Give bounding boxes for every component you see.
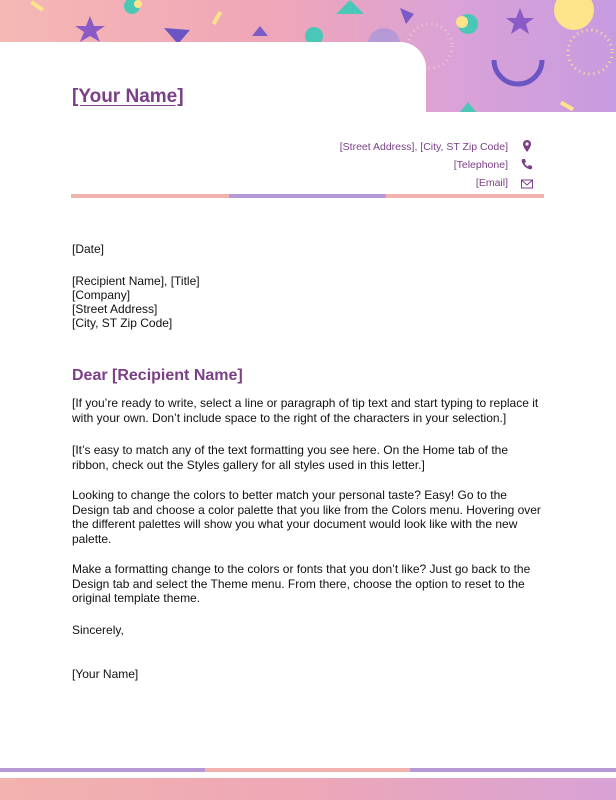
signature-name[interactable]: [Your Name] [72, 667, 139, 681]
recipient-name-title[interactable]: [Recipient Name], [Title] [72, 274, 200, 288]
recipient-city[interactable]: [City, ST Zip Code] [72, 316, 173, 330]
page-background [0, 112, 616, 132]
header-divider [71, 194, 544, 198]
circle-shape [134, 0, 142, 8]
footer-decoration-band [0, 778, 616, 800]
envelope-icon [520, 177, 534, 191]
location-pin-icon [520, 139, 534, 153]
arc-shape [494, 60, 542, 84]
recipient-street[interactable]: [Street Address] [72, 302, 158, 316]
dots-pattern [568, 30, 612, 74]
triangle-shape [460, 102, 476, 112]
telephone-text[interactable]: [Telephone] [453, 159, 508, 171]
star-shape [506, 8, 534, 34]
triangle-shape [336, 0, 364, 14]
email-text[interactable]: [Email] [475, 177, 508, 189]
address-text[interactable]: [Street Address], [City, ST Zip Code] [339, 141, 508, 153]
dash-shape [560, 101, 574, 111]
dash-shape [30, 0, 44, 11]
salutation[interactable]: Dear [Recipient Name] [72, 367, 243, 384]
sender-name[interactable]: [Your Name] [72, 86, 184, 107]
triangle-shape [400, 8, 414, 24]
body-paragraph[interactable]: Make a formatting change to the colors or fonts that you don’t like? Just go back to the Design tab and select the Theme menu. From there, choose the option to reset to the original template theme. [72, 562, 531, 605]
recipient-company[interactable]: [Company] [72, 288, 131, 302]
phone-icon [520, 157, 534, 171]
circle-shape [456, 16, 468, 28]
triangle-shape [252, 26, 268, 36]
body-paragraph[interactable]: Looking to change the colors to better match your personal taste? Easy! Go to the Design tab and choose a color palette that you like from the Colors menu. Hovering over the different palettes will show you what your document would look like with the new palette. [72, 488, 541, 546]
circle-shape [554, 0, 594, 30]
star-shape [75, 16, 105, 42]
footer-divider [0, 768, 616, 772]
body-paragraph[interactable]: [If you’re ready to write, select a line or paragraph of tip text and start typing to replace it with your own. Don’t include space to the right of the characters in your selection.] [72, 396, 539, 425]
date-text[interactable]: [Date] [72, 242, 105, 256]
dash-shape [212, 11, 222, 25]
closing-text[interactable]: Sincerely, [72, 623, 124, 637]
body-paragraph[interactable]: [It’s easy to match any of the text formatting you see here. On the Home tab of the ribbon, check out the Styles gallery for all styles used in this letter.] [72, 443, 509, 472]
